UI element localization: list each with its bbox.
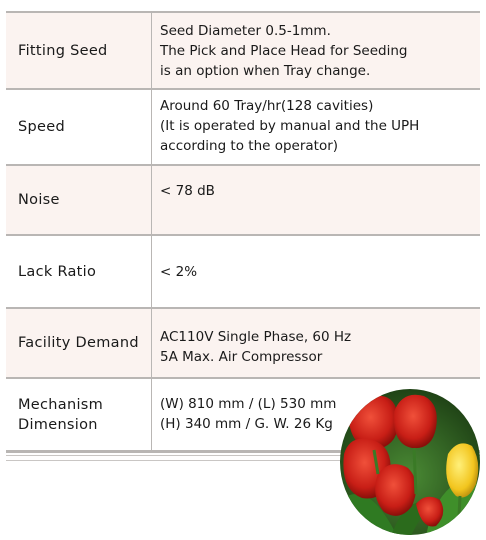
spec-value: < 2% bbox=[160, 264, 198, 280]
spec-row-noise bbox=[6, 166, 480, 236]
spec-value: (W) 810 mm / (L) 530 mm (H) 340 mm / G. W. 26 Kg bbox=[160, 396, 337, 432]
spec-row-fitting-seed bbox=[6, 13, 480, 90]
spec-label: Fitting Seed bbox=[6, 13, 152, 88]
spec-label: Speed bbox=[6, 90, 152, 164]
spec-value: Seed Diameter 0.5-1mm. The Pick and Place Head for Seeding is an option when Tray change. bbox=[160, 23, 408, 79]
spec-value: < 78 dB bbox=[160, 183, 215, 199]
tulip-photo bbox=[336, 384, 481, 536]
spec-row-speed bbox=[6, 90, 480, 166]
spec-label: Facility Demand bbox=[6, 309, 152, 377]
spec-row-lack-ratio bbox=[6, 236, 480, 309]
spec-label: Lack Ratio bbox=[6, 236, 152, 307]
spec-label: Noise bbox=[6, 166, 152, 234]
spec-label: Mechanism Dimension bbox=[6, 379, 152, 450]
spec-row-facility-demand bbox=[6, 309, 480, 379]
spec-value: AC110V Single Phase, 60 Hz 5A Max. Air Compressor bbox=[160, 329, 352, 365]
spec-value: Around 60 Tray/hr(128 cavities) (It is operated by manual and the UPH according to the operator) bbox=[160, 98, 420, 154]
